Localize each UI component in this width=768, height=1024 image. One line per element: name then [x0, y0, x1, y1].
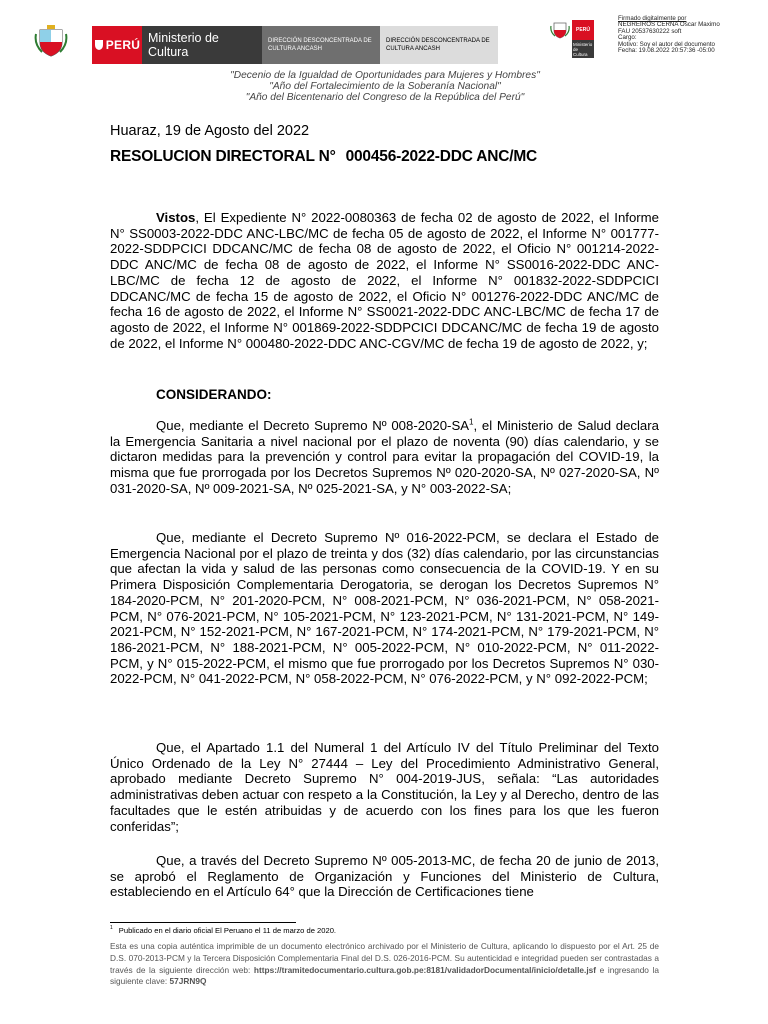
signature-logo — [550, 20, 598, 62]
motto-line: "Año del Bicentenario del Congreso de la República del Perú" — [245, 92, 525, 103]
motto-line: "Decenio de la Igualdad de Oportunidades para Mujeres y Hombres" — [230, 70, 540, 81]
peru-brand — [92, 26, 142, 64]
paragraph-text: Que, mediante el Decreto Supremo Nº 008-2020-SA — [156, 418, 470, 433]
signature-line: Cargo: — [618, 34, 637, 42]
disclaimer-text: Esta es una copia auténtica imprimible de un documento electrónico archivado por el Ministerio de Cultura, aplicando lo dispuesto por el Art. 25 de D.S. 070-2013-PCM y la Tercera Disposición Complementaria Final del D.S. 026-2016-PCM. Su autenticidad e integridad pueden ser contrastadas a través de la siguiente dirección web: — [110, 941, 659, 975]
digital-signature — [618, 16, 758, 54]
signature-line: FAU 20537630222 soft — [618, 27, 682, 35]
considerando-heading: CONSIDERANDO: — [156, 387, 272, 402]
resolution-number: 000456-2022-DDC ANC/MC — [345, 148, 538, 165]
signature-line: NEGREIROS CERNA Oscar Maximo — [618, 21, 720, 29]
considerando-paragraph-1 — [110, 418, 659, 497]
peru-label: PERÚ — [105, 38, 141, 52]
vistos-paragraph — [110, 210, 659, 351]
paragraph-text: , el Ministerio de Salud declara la Emergencia Sanitaria a nivel nacional por el plazo de noventa (90) días calendario, y se dictaron medidas para la prevención y control para evitar la propagación del COVID-19, la misma que fue prorrogada por los Decretos Supremos Nº 020-2020-SA, Nº 027-2020-SA, Nº 031-2020-SA, Nº 009-2021-SA, Nº 025-2021-SA, y N° 003-2022-SA; — [110, 418, 659, 496]
direccion-label-2: DIRECCIÓN DESCONCENTRADA DE CULTURA ANCASH — [380, 26, 498, 64]
footnote-mark: 1 — [110, 925, 113, 932]
document-title — [110, 148, 537, 166]
validation-code: 57JRN9Q — [169, 976, 207, 987]
small-coat-of-arms-icon — [550, 20, 570, 40]
disclaimer-text: e ingresando la siguiente clave: — [110, 964, 659, 987]
signature-line: Motivo: Soy el autor del documento — [618, 40, 715, 48]
document-date: Huaraz, 19 de Agosto del 2022 — [110, 123, 310, 139]
ministerio-label: Ministerio de Cultura — [142, 26, 262, 64]
coat-of-arms-icon — [34, 24, 68, 58]
government-brand-bar — [92, 26, 498, 64]
vistos-text: , El Expediente N° 2022-0080363 de fecha 02 de agosto de 2022, el Informe N° SS0003-2022-DDC ANC-LBC/MC de fecha 05 de agosto de 2022, el Informe N° 001777-2022-SDDPCICI DDCANC/MC de fecha 08 de agosto de 2022, el Oficio N° 001214-2022-DDC ANC/MC de fecha 08 de agosto de 2022, el Informe N° SS0016-2022-DDC ANC-LBC/MC de fecha 12 de agosto de 2022, el Informe N° 001832-2022-SDDPCICI DDCANC/MC de fecha 15 de agosto de 2022, el Oficio N° 001276-2022-DDC ANC/MC de fecha 16 de agosto de 2022, el Informe N° SS0021-2022-DDC ANC-LBC/MC de fecha 17 de agosto de 2022, el Informe N° 001869-2022-SDDPCICI DDCANC/MC de fecha 19 de agosto de 2022, el Informe N° 000480-2022-DDC ANC-CGV/MC de fecha 19 de agosto de 2022, y; — [110, 210, 659, 351]
title-label: RESOLUCION DIRECTORAL N° — [110, 148, 336, 165]
shield-icon — [94, 39, 104, 51]
signature-line: Fecha: 19.08.2022 20:57:36 -05:00 — [618, 47, 715, 55]
footnote — [110, 926, 336, 935]
vistos-label: Vistos — [156, 210, 196, 225]
official-mottos — [180, 70, 590, 103]
small-peru-label: PERÚ — [572, 20, 594, 40]
validation-url[interactable]: https://tramitedocumentario.cultura.gob.pe:8181/validadorDocumental/inicio/detalle.jsf — [253, 964, 597, 975]
footnote-divider — [110, 922, 296, 923]
considerando-paragraph-2: Que, mediante el Decreto Supremo Nº 016-2022-PCM, se declara el Estado de Emergencia Nacional por el plazo de treinta y dos (32) días calendario, por las circunstancias que afectan la vida y salud de las personas como consecuencia de la COVID-19. Y en su Primera Disposición Complementaria Derogatoria, se derogan los Decretos Supremos N° 184-2020-PCM, N° 201-2020-PCM, N° 008-2021-PCM, N° 036-2021-PCM, N° 058-2021-PCM, N° 076-2021-PCM, N° 105-2021-PCM, N° 123-2021-PCM, N° 131-2021-PCM, N° 149-2021-PCM, N° 152-2021-PCM, N° 167-2021-PCM, N° 174-2021-PCM, N° 179-2021-PCM, N° 186-2021-PCM, N° 188-2021-PCM, N° 005-2022-PCM, N° 010-2022-PCM, N° 011-2022-PCM, y N° 015-2022-PCM, el mismo que fue prorrogado por los Decretos Supremos N° 030-2022-PCM, N° 041-2022-PCM, N° 058-2022-PCM, N° 076-2022-PCM, y N° 092-2022-PCM; — [110, 530, 659, 687]
considerando-paragraph-4: Que, a través del Decreto Supremo Nº 005-2013-MC, de fecha 20 de junio de 2013, se aprobó el Reglamento de Organización y Funciones del Ministerio de Cultura, estableciendo en el Artículo 64° que la Dirección de Certificaciones tiene — [110, 853, 659, 900]
direccion-label-1: DIRECCIÓN DESCONCENTRADA DE CULTURA ANCASH — [262, 26, 380, 64]
footnote-text: Publicado en el diario oficial El Peruano el 11 de marzo de 2020. — [118, 926, 337, 935]
authenticity-disclaimer — [110, 941, 659, 988]
considerando-paragraph-3: Que, el Apartado 1.1 del Numeral 1 del Artículo IV del Título Preliminar del Texto Único Ordenado de la Ley N° 27444 – Ley del Procedimiento Administrativo General, aprobado mediante Decreto Supremo N° 004-2019-JUS, señala: “Las autoridades administrativas deben actuar con respeto a la Constitución, la Ley y al Derecho, dentro de las facultades que le estén atribuidas y de acuerdo con los fines para los que les fueron conferidas”; — [110, 740, 659, 834]
signature-line: Firmado digitalmente por — [618, 15, 687, 22]
small-ministerio-label: Ministerio de Cultura — [573, 42, 593, 57]
letterhead — [30, 15, 740, 70]
motto-line: "Año del Fortalecimiento de la Soberanía Nacional" — [269, 81, 501, 92]
footnote-reference: 1 — [469, 417, 474, 427]
